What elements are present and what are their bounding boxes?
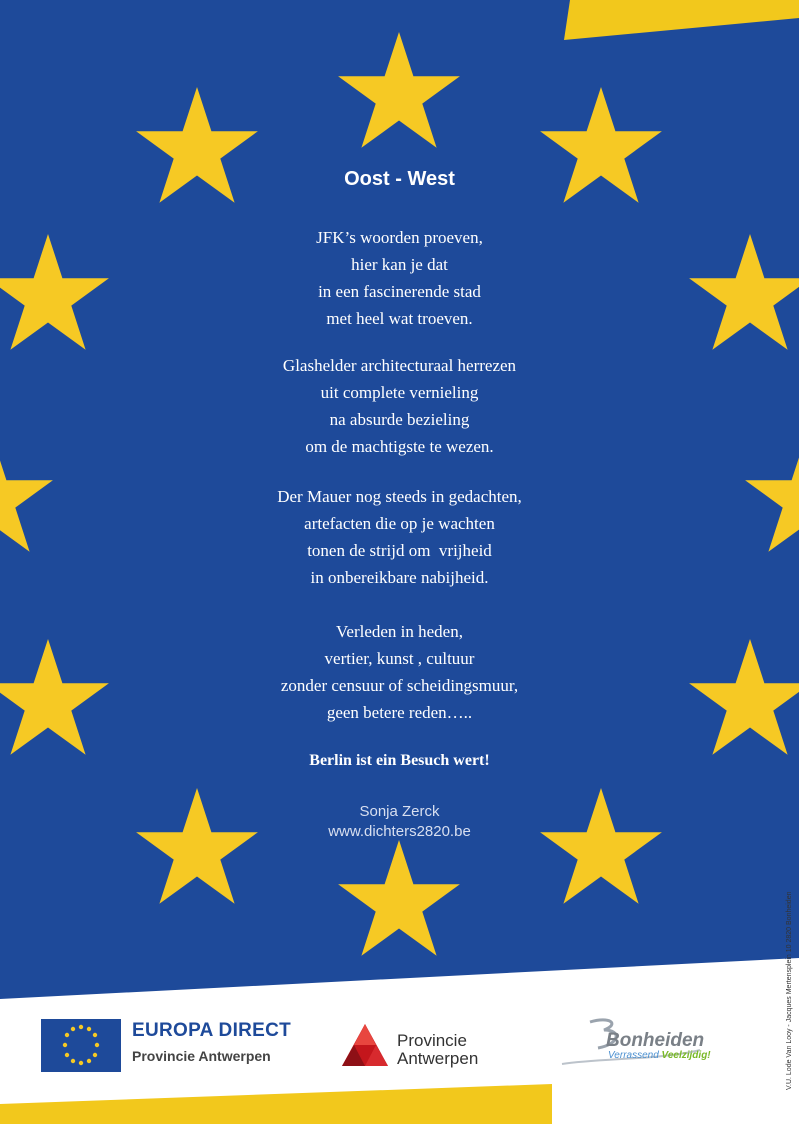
bonheiden-tagline-part1: Verrassend <box>608 1050 662 1061</box>
poem-line: Verleden in heden, <box>336 622 463 641</box>
responsible-publisher: V.U. Lode Van Looy - Jacques Mertensplein 10 2820 Bonheiden <box>786 891 793 1090</box>
provincie-antwerpen-logo <box>397 1032 478 1068</box>
provincie-line1: Provincie <box>397 1031 467 1050</box>
poem-credit <box>0 802 799 842</box>
poem-line: vertier, kunst , cultuur <box>324 649 475 668</box>
poem-line: Glashelder architecturaal herrezen <box>282 356 517 375</box>
poem-stanza <box>0 483 799 591</box>
europa-direct-title: EUROPA DIRECT <box>132 1020 292 1041</box>
provincie-line2: Antwerpen <box>397 1049 479 1068</box>
poem-line: artefacten die op je wachten <box>304 514 495 533</box>
bonheiden-name: Bonheiden <box>606 1030 705 1051</box>
website-link[interactable]: www.dichters2820.be <box>328 823 471 840</box>
eu-flag-icon <box>41 1019 121 1072</box>
poem-line: na absurde bezieling <box>329 410 470 429</box>
poem-stanza <box>0 352 799 460</box>
poem-line: in onbereikbare nabijheid. <box>310 568 489 587</box>
bonheiden-tagline <box>608 1050 711 1061</box>
europa-direct-subtitle: Provincie Antwerpen <box>132 1048 271 1064</box>
poem-line: in een fascinerende stad <box>318 282 481 301</box>
poem-line: met heel wat troeven. <box>326 309 473 328</box>
bonheiden-logo <box>606 1030 711 1061</box>
poem-line: geen betere reden….. <box>326 703 473 722</box>
author-name: Sonja Zerck <box>359 803 440 820</box>
poem-stanza <box>0 224 799 332</box>
poem-line: om de machtigste te wezen. <box>305 437 494 456</box>
poem-title: Oost - West <box>344 168 455 190</box>
poem-line: zonder censuur of scheidingsmuur, <box>280 676 519 695</box>
poem-line: JFK’s woorden proeven, <box>316 228 483 247</box>
poem-line: tonen de strijd om vrijheid <box>307 541 492 560</box>
poem-stanza <box>0 618 799 726</box>
europa-direct-logo <box>132 1020 291 1064</box>
poem-motto: Berlin ist ein Besuch wert! <box>309 752 490 769</box>
poem-line: uit complete vernieling <box>320 383 479 402</box>
bonheiden-tagline-part2: Veelzijdig! <box>661 1050 711 1061</box>
poem-line: hier kan je dat <box>351 255 448 274</box>
poem-line: Der Mauer nog steeds in gedachten, <box>277 487 522 506</box>
